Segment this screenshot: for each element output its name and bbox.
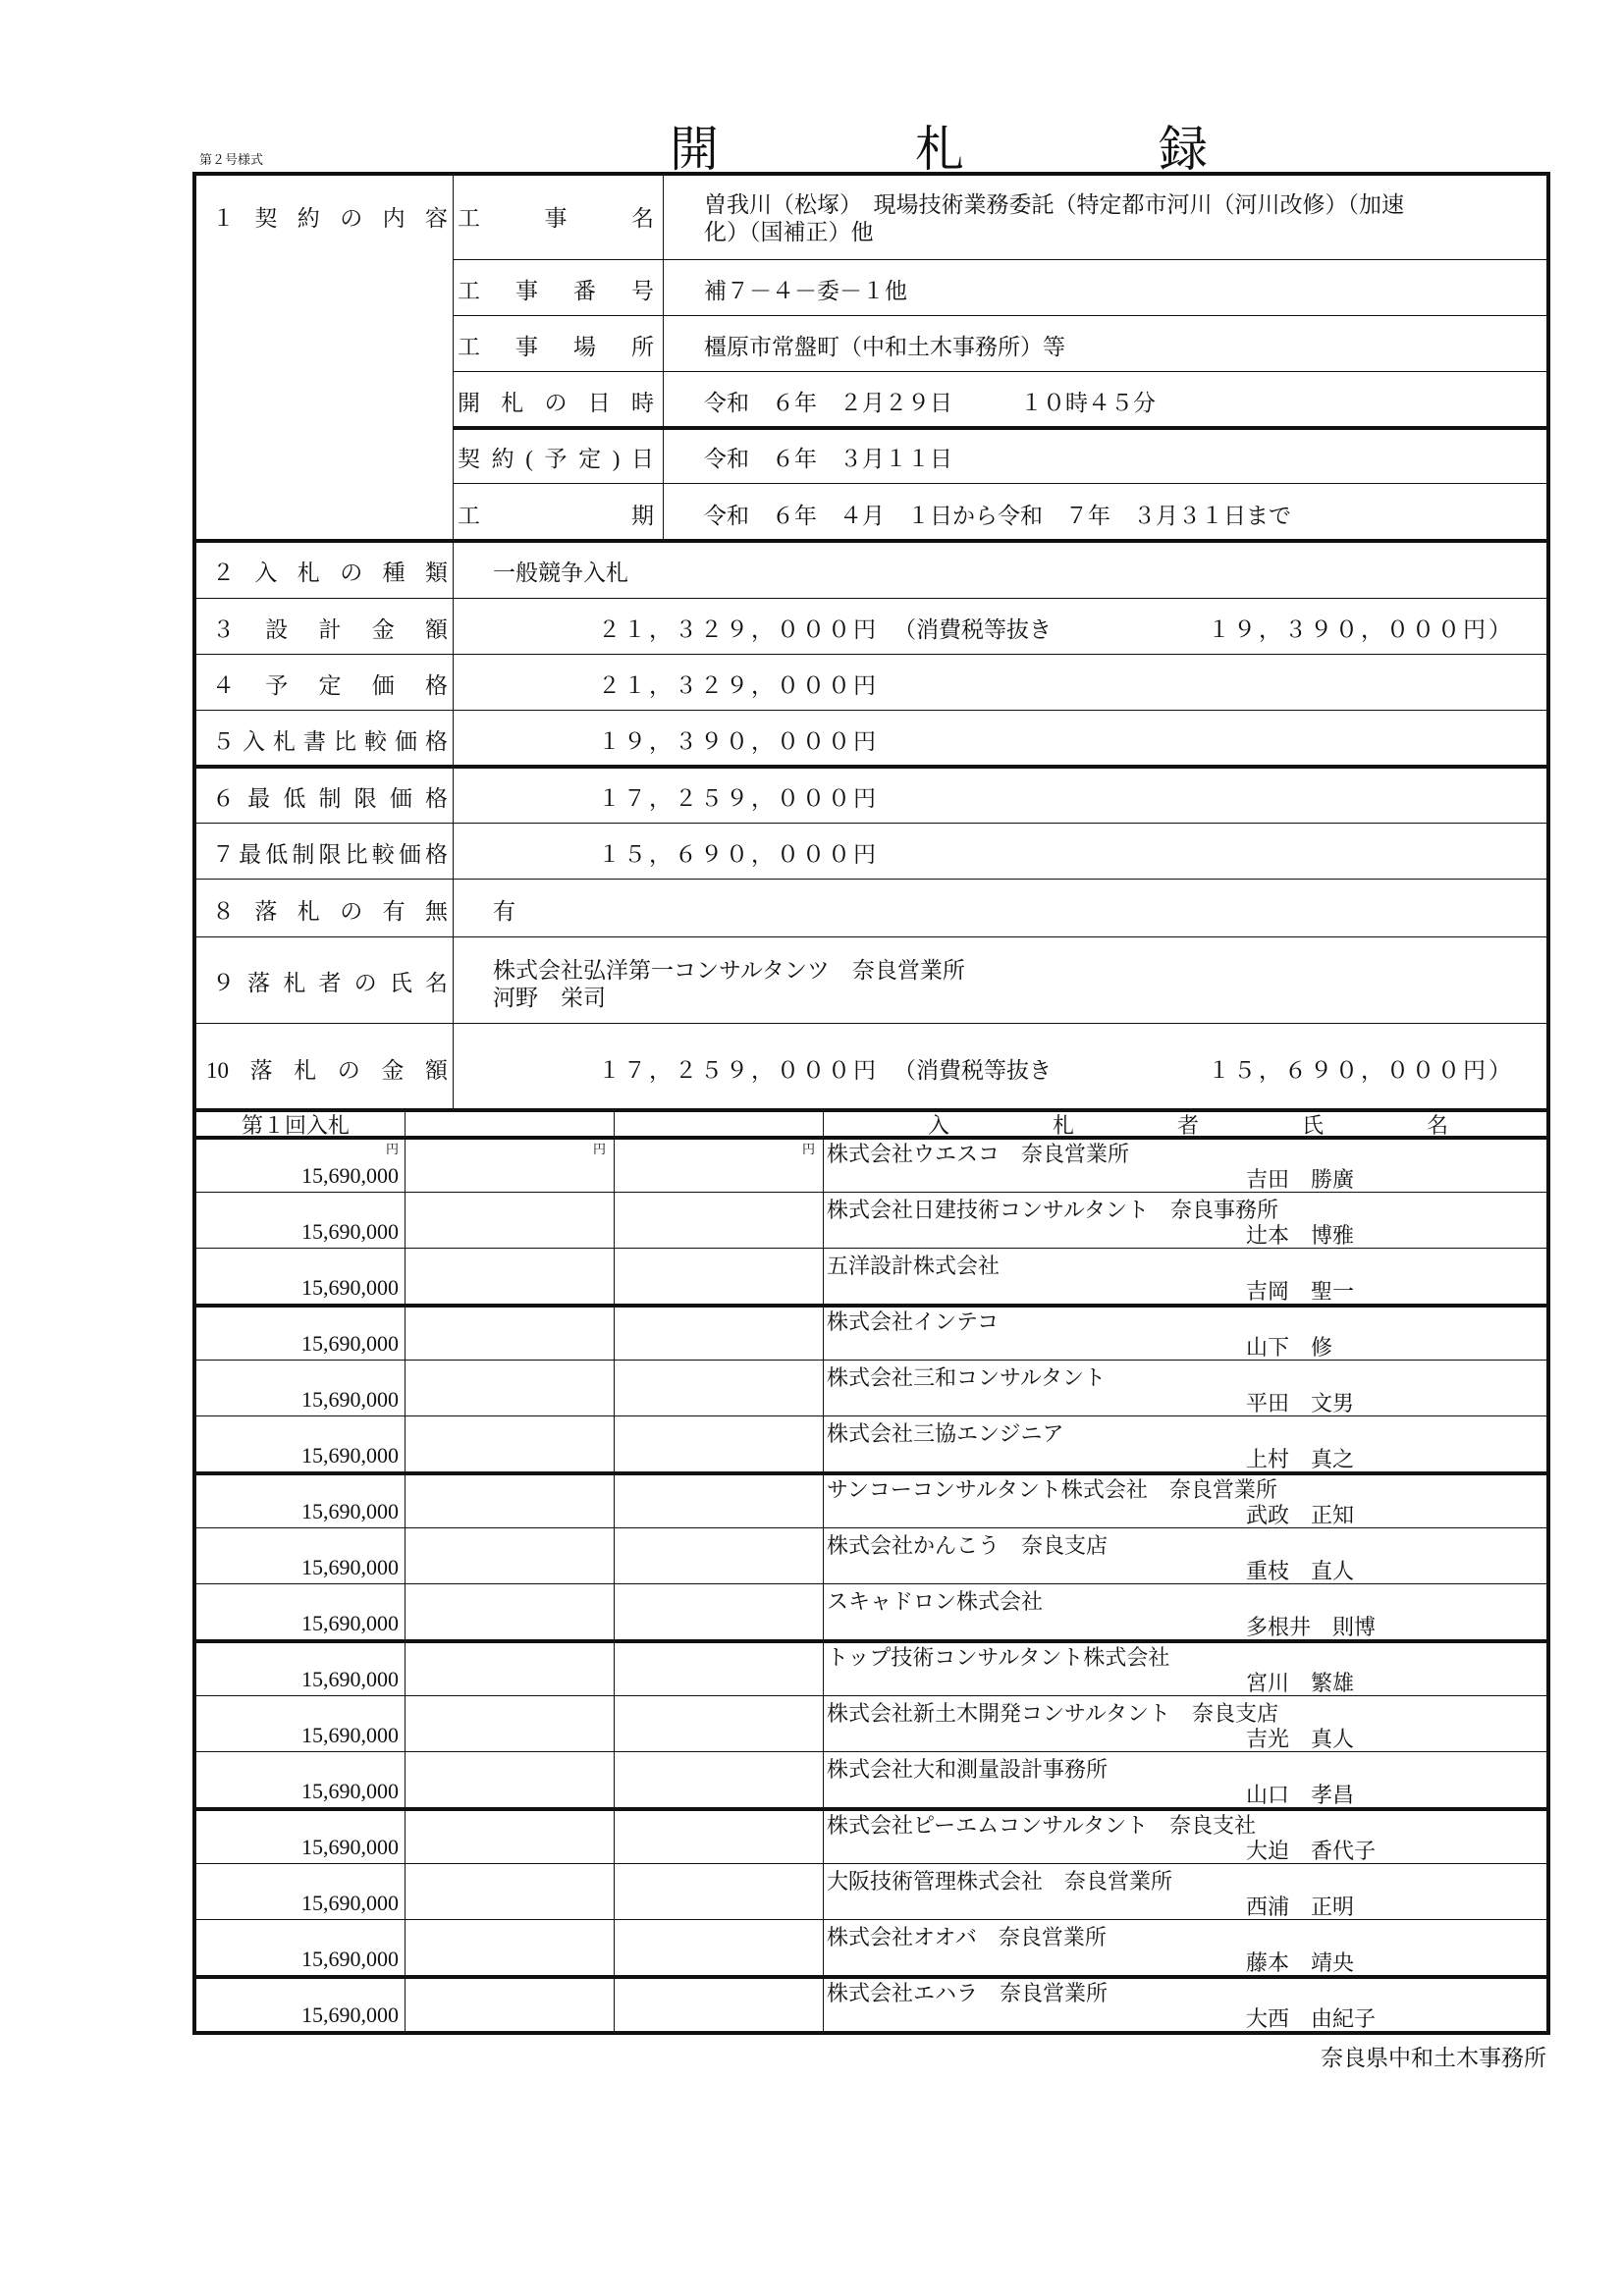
work-period-value: 令和 ６年 ４月 １日から令和 ７年 ３月３１日まで xyxy=(704,504,1291,528)
title-char-2: 札 xyxy=(915,122,964,177)
row-label-work-location: 工事場所 xyxy=(458,335,654,359)
row-label-work-name: 工事名 xyxy=(458,206,654,231)
bid-amount: 15,690,000 xyxy=(301,1723,399,1747)
bidder-person: 武政 正知 xyxy=(1246,1503,1355,1527)
award-status-value: 有 xyxy=(493,899,515,924)
bidder-person: 吉岡 聖一 xyxy=(1246,1279,1355,1304)
minimum-comparison-price-value: １５，６９０，０００円 xyxy=(598,842,879,867)
bidder-company: 株式会社ピーエムコンサルタント 奈良支社 xyxy=(827,1813,1257,1838)
row-label-work-period: 工期 xyxy=(458,504,654,528)
minimum-price-value: １７，２５９，０００円 xyxy=(598,786,879,811)
label-bid-type: ２入札の種類 xyxy=(212,561,448,585)
bidder-company: 株式会社かんこう 奈良支店 xyxy=(827,1533,1109,1558)
label-design-amount: ３設計金額 xyxy=(212,617,448,642)
contract-date-value: 令和 ６年 ３月１１日 xyxy=(704,447,952,471)
winner-company: 株式会社弘洋第一コンサルタンツ 奈良営業所 xyxy=(493,958,965,983)
bidder-company: 株式会社大和測量設計事務所 xyxy=(827,1757,1109,1782)
design-amount-value: ２１，３２９，０００円 xyxy=(598,617,879,642)
comparison-price-value: １９，３９０，０００円 xyxy=(598,729,879,754)
bidder-person: 吉田 勝廣 xyxy=(1246,1167,1355,1192)
bidder-company: 大阪技術管理株式会社 奈良営業所 xyxy=(827,1869,1173,1894)
bid-amount: 15,690,000 xyxy=(301,1891,399,1915)
bid-amount: 15,690,000 xyxy=(301,1443,399,1468)
bidder-company: 五洋設計株式会社 xyxy=(827,1254,1001,1278)
form-number-label: 第２号様式 xyxy=(199,152,264,167)
yen-unit-col2: 円 xyxy=(593,1142,607,1156)
work-location-value: 橿原市常盤町（中和土木事務所）等 xyxy=(704,335,1065,359)
bidder-company: 株式会社新土木開発コンサルタント 奈良支店 xyxy=(827,1701,1279,1726)
bidder-person: 平田 文男 xyxy=(1246,1391,1355,1415)
winner-person: 河野 栄司 xyxy=(493,986,606,1010)
bid-amount: 15,690,000 xyxy=(301,2002,399,2027)
bid-amount: 15,690,000 xyxy=(301,1779,399,1803)
yen-unit-col1: 円 xyxy=(386,1142,400,1156)
award-amount-value: １７，２５９，０００円 xyxy=(598,1058,879,1083)
bid-amount: 15,690,000 xyxy=(301,1499,399,1523)
round-label: 第１回入札 xyxy=(242,1113,351,1138)
work-name-value-line1: 曽我川（松塚） 現場技術業務委託（特定都市河川（河川改修）（加速 xyxy=(704,192,1404,217)
bid-amount: 15,690,000 xyxy=(301,1611,399,1635)
title-char-1: 開 xyxy=(670,122,719,177)
design-amount-ex-tax: １９，３９０，０００円） xyxy=(1208,617,1514,642)
bidder-person: 重枝 直人 xyxy=(1246,1559,1355,1583)
planned-price-value: ２１，３２９，０００円 xyxy=(598,673,879,698)
bidder-company: 株式会社三和コンサルタント xyxy=(827,1365,1107,1390)
label-minimum-price: ６最低制限価格 xyxy=(212,786,448,811)
issuing-office: 奈良県中和土木事務所 xyxy=(1321,2046,1546,2070)
section-label-contract-content: １契約の内容 xyxy=(212,206,448,231)
row-label-opening-datetime: 開札の日時 xyxy=(458,391,654,415)
bidder-company: 株式会社日建技術コンサルタント 奈良事務所 xyxy=(827,1198,1279,1222)
design-amount-note: （消費税等抜き xyxy=(893,617,1052,642)
row-label-work-number: 工事番号 xyxy=(458,279,654,303)
title-char-3: 録 xyxy=(1159,122,1208,177)
bid-amount: 15,690,000 xyxy=(301,1947,399,1971)
bidder-company: 株式会社ウエスコ 奈良営業所 xyxy=(827,1142,1130,1166)
bid-amount: 15,690,000 xyxy=(301,1163,399,1188)
opening-datetime-value: 令和 ６年 ２月２９日 １０時４５分 xyxy=(704,391,1156,415)
bidder-company: スキャドロン株式会社 xyxy=(827,1589,1044,1614)
label-planned-price: ４予定価格 xyxy=(212,673,448,698)
bidder-person: 辻本 博雅 xyxy=(1246,1223,1355,1248)
bid-amount: 15,690,000 xyxy=(301,1667,399,1691)
label-winner-name: ９落札者の氏名 xyxy=(212,971,448,995)
bidder-person: 多根井 則博 xyxy=(1246,1615,1377,1639)
award-amount-ex-tax: １５，６９０，０００円） xyxy=(1208,1058,1514,1083)
bidder-company: 株式会社エハラ 奈良営業所 xyxy=(827,1981,1109,2005)
bid-amount: 15,690,000 xyxy=(301,1387,399,1412)
bidder-person: 宮川 繁雄 xyxy=(1246,1671,1355,1695)
bidder-person: 吉光 真人 xyxy=(1246,1727,1355,1751)
bidder-person: 大西 由紀子 xyxy=(1246,2006,1377,2031)
bidder-company: 株式会社三協エンジニア xyxy=(827,1421,1064,1446)
bid-amount: 15,690,000 xyxy=(301,1219,399,1244)
bidder-person: 大迫 香代子 xyxy=(1246,1839,1377,1863)
bidder-person: 藤本 靖央 xyxy=(1246,1950,1355,1975)
work-number-value: 補７－４－委－１他 xyxy=(704,279,907,303)
yen-unit-col3: 円 xyxy=(802,1142,816,1156)
bidder-person: 山下 修 xyxy=(1246,1335,1333,1360)
bidder-company: サンコーコンサルタント株式会社 奈良営業所 xyxy=(827,1477,1277,1502)
award-amount-note: （消費税等抜き xyxy=(893,1058,1052,1083)
bid-amount: 15,690,000 xyxy=(301,1835,399,1859)
bidder-name-header: 入札者氏名 xyxy=(928,1113,1448,1138)
label-award-amount: 10落札の金額 xyxy=(206,1058,448,1083)
bid-amount: 15,690,000 xyxy=(301,1331,399,1356)
bidder-person: 西浦 正明 xyxy=(1246,1895,1355,1919)
label-award-status: ８落札の有無 xyxy=(212,899,448,924)
bid-amount: 15,690,000 xyxy=(301,1275,399,1300)
row-label-contract-date: 契約(予定)日 xyxy=(458,447,654,471)
bidder-company: 株式会社インテコ xyxy=(827,1309,1000,1334)
label-minimum-comparison-price: ７最低制限比較価格 xyxy=(212,842,448,867)
bid-amount: 15,690,000 xyxy=(301,1555,399,1579)
bidder-person: 山口 孝昌 xyxy=(1246,1783,1355,1807)
bidder-company: 株式会社オオバ 奈良営業所 xyxy=(827,1925,1107,1949)
bidder-person: 上村 真之 xyxy=(1246,1447,1355,1471)
bid-type-value: 一般競争入札 xyxy=(493,561,628,585)
bidder-company: トップ技術コンサルタント株式会社 xyxy=(827,1645,1170,1670)
label-comparison-price: ５入札書比較価格 xyxy=(212,729,448,754)
work-name-value-line2: 化）（国補正）他 xyxy=(704,220,874,244)
